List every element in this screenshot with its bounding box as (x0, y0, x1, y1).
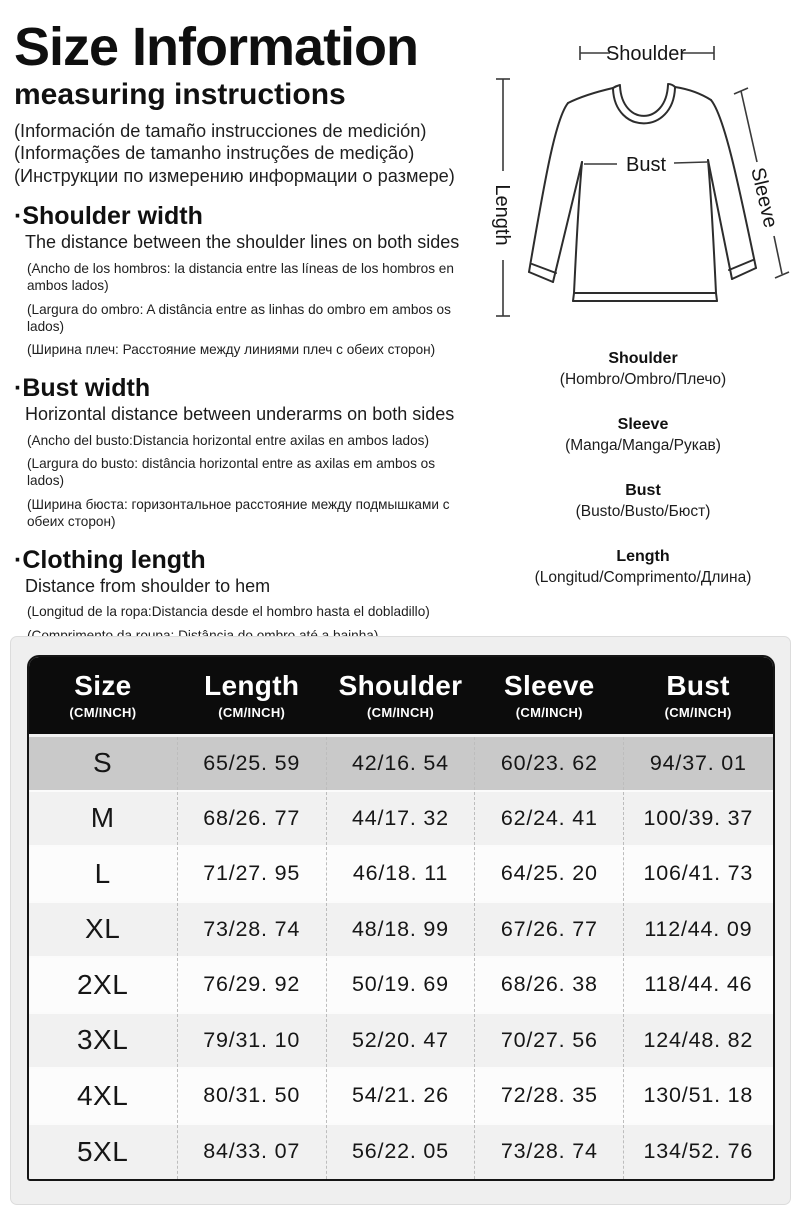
table-cell: 64/25. 20 (475, 846, 624, 902)
section-translation-es: (Ancho del busto:Distancia horizontal entre axilas en ambos lados) (27, 432, 429, 448)
column-header-sleeve: Sleeve (CM/INCH) (475, 657, 624, 735)
table-cell: 60/23. 62 (475, 735, 624, 791)
table-row-4xl (29, 1068, 773, 1124)
table-cell: 76/29. 92 (177, 957, 326, 1013)
title-translation-ru: (Инструкции по измерению информации о размере) (14, 165, 455, 186)
size-table-panel (10, 636, 791, 1205)
table-cell: 118/44. 46 (624, 957, 773, 1013)
table-cell: 2XL (29, 957, 178, 1013)
table-cell: 100/39. 37 (624, 791, 773, 847)
table-cell: 71/27. 95 (177, 846, 326, 902)
section-shoulder-width (14, 202, 488, 359)
table-cell: S (29, 735, 178, 791)
column-header-length: Length (CM/INCH) (177, 657, 326, 735)
table-cell: M (29, 791, 178, 847)
title-translations (14, 120, 488, 187)
table-cell: L (29, 846, 178, 902)
table-cell: 67/26. 77 (475, 902, 624, 958)
table-cell: 94/37. 01 (624, 735, 773, 791)
diagram-sleeve-label: Sleeve (746, 165, 782, 230)
table-cell: 44/17. 32 (326, 791, 475, 847)
legend-term: Bust (625, 482, 661, 499)
table-cell: 42/16. 54 (326, 735, 475, 791)
size-table (29, 657, 773, 1179)
section-translation-es: (Longitud de la ropa:Distancia desde el hombro hasta el dobladillo) (27, 604, 430, 620)
table-cell: 68/26. 77 (177, 791, 326, 847)
table-cell: 4XL (29, 1068, 178, 1124)
section-bust-width (14, 374, 488, 531)
instructions-column (14, 18, 488, 674)
diagram-shoulder-label: Shoulder (605, 43, 687, 65)
column-header-bust: Bust (CM/INCH) (624, 657, 773, 735)
table-cell: 112/44. 09 (624, 902, 773, 958)
table-row-s (29, 735, 773, 791)
legend-translation: (Hombro/Ombro/Плечо) (559, 371, 727, 388)
shirt-measurement-diagram (486, 22, 800, 344)
diagram-bust-label: Bust (625, 154, 667, 176)
table-cell: 48/18. 99 (326, 902, 475, 958)
table-cell: 134/52. 76 (624, 1124, 773, 1180)
section-description: Distance from shoulder to hem (25, 575, 271, 596)
shirt-diagram-svg (486, 22, 800, 344)
table-cell: 73/28. 74 (475, 1124, 624, 1180)
table-row-m (29, 791, 773, 847)
table-cell: 3XL (29, 1013, 178, 1069)
diagram-length-label: Length (491, 184, 513, 246)
section-description: The distance between the shoulder lines on both sides (25, 231, 460, 252)
table-cell: 79/31. 10 (177, 1013, 326, 1069)
table-cell: 106/41. 73 (624, 846, 773, 902)
column-header-size: Size (CM/INCH) (29, 657, 178, 735)
table-cell: 70/27. 56 (475, 1013, 624, 1069)
legend-term: Sleeve (617, 416, 669, 433)
table-cell: 52/20. 47 (326, 1013, 475, 1069)
section-translation-ru: (Ширина плеч: Расстояние между линиями плеч с обеих сторон) (27, 342, 436, 358)
diagram-column (486, 22, 800, 587)
legend-item-sleeve (486, 416, 800, 455)
table-cell: 54/21. 26 (326, 1068, 475, 1124)
table-cell: 5XL (29, 1124, 178, 1180)
table-row-l (29, 846, 773, 902)
table-cell: 65/25. 59 (177, 735, 326, 791)
page-title: Size Information (14, 17, 419, 77)
table-cell: 68/26. 38 (475, 957, 624, 1013)
legend-item-bust (486, 482, 800, 521)
shirt-outline (529, 84, 756, 301)
table-row-5xl (29, 1124, 773, 1180)
legend-term: Length (616, 548, 670, 565)
table-cell: 84/33. 07 (177, 1124, 326, 1180)
size-table-body (29, 735, 773, 1179)
section-translation-pt: (Largura do busto: distância horizontal entre as axilas em ambos os lados) (27, 456, 436, 489)
table-cell: XL (29, 902, 178, 958)
section-translation-pt: (Largura do ombro: A distância entre as linhas do ombro em ambos os lados) (27, 301, 451, 334)
table-cell: 62/24. 41 (475, 791, 624, 847)
table-row-2xl (29, 957, 773, 1013)
table-cell: 73/28. 74 (177, 902, 326, 958)
section-title: ·Clothing length (14, 545, 206, 574)
section-title: ·Shoulder width (14, 201, 203, 230)
table-header-row (29, 657, 773, 735)
table-cell: 56/22. 05 (326, 1124, 475, 1180)
legend-translation: (Busto/Busto/Бюст) (575, 503, 711, 520)
table-row-xl (29, 902, 773, 958)
size-table-wrap (27, 655, 775, 1181)
table-cell: 46/18. 11 (326, 846, 475, 902)
table-cell: 130/51. 18 (624, 1068, 773, 1124)
column-header-shoulder: Shoulder (CM/INCH) (326, 657, 475, 735)
table-cell: 72/28. 35 (475, 1068, 624, 1124)
section-translation-ru: (Ширина бюста: горизонтальное расстояние между подмышками с обеих сторон) (27, 496, 450, 530)
table-cell: 124/48. 82 (624, 1013, 773, 1069)
section-translations (14, 260, 488, 359)
legend-translation: (Manga/Manga/Рукав) (565, 437, 721, 454)
legend-item-shoulder (486, 350, 800, 389)
measurement-legend (486, 350, 800, 587)
table-cell: 80/31. 50 (177, 1068, 326, 1124)
title-translation-pt: (Informações de tamanho instruções de medição) (14, 143, 415, 164)
table-row-3xl (29, 1013, 773, 1069)
legend-term: Shoulder (608, 350, 678, 367)
table-cell: 50/19. 69 (326, 957, 475, 1013)
section-description: Horizontal distance between underarms on both sides (25, 403, 455, 424)
page-subtitle: measuring instructions (14, 78, 346, 112)
section-title: ·Bust width (14, 373, 151, 402)
legend-item-length (486, 548, 800, 587)
section-translation-es: (Ancho de los hombros: la distancia entre las líneas de los hombros en ambos lados) (27, 260, 454, 294)
legend-translation: (Longitud/Comprimento/Длина) (534, 569, 752, 586)
title-translation-es: (Información de tamaño instrucciones de medición) (14, 120, 427, 141)
section-translations (14, 432, 488, 531)
